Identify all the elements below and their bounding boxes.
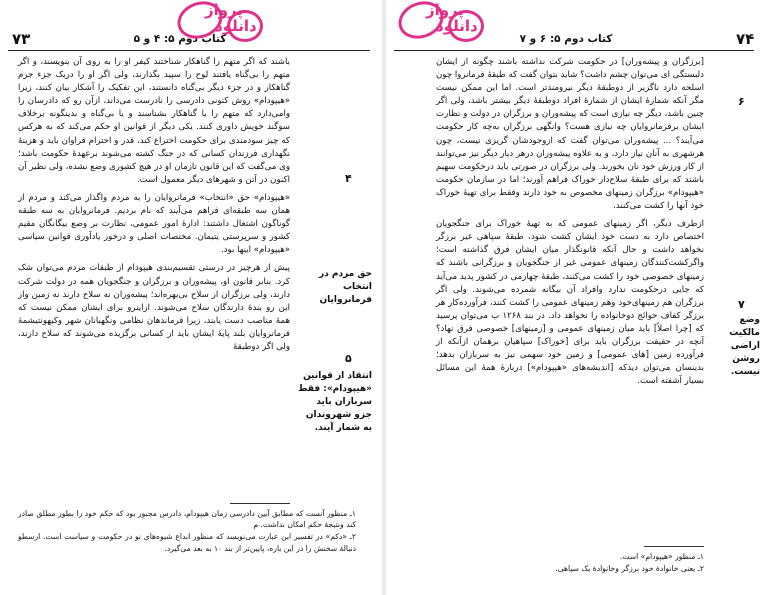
paragraph: «هیپودام» حق «انتخاب» فرمانروایان را به مردم واگذار می‌کند و مردم از همان سه طبقه‌ای فراهم می‌آیند که نام بردیم. فرمانروایان به سه طبقه گوناگون اشتغال داشتند: ادارهٔ امور عمومی، نظارت بر وضع بیگانگان مقیم کشور و سرپرستی یتیمان. مختصات اصلی و درخور یادآوری قوانین سیاسی «هیپودام» اینها بود. <box>18 192 290 256</box>
logo-line2: دانلود <box>215 17 257 35</box>
section-number: ۷ <box>738 298 745 311</box>
footnote: ۱ـ منظور «هیپودام» است. <box>619 552 704 561</box>
header-rule <box>8 50 370 51</box>
footnotes <box>18 508 356 555</box>
footnote-rule <box>230 503 290 504</box>
left-page <box>0 0 382 595</box>
margin-note: انتقاد از قوانین «هیپودام»: فقط سربازان باید جزو شهروندان به شمار آیند. <box>298 371 372 433</box>
paragraph: ازطرف دیگر، اگر زمینهای عمومی که به تهیهٔ خوراک برای جنگجویان اختصاص دارد به دست خود ایشان کشت شود، طبقهٔ سپاهی غیر برزگر نخواهد داشت و حال آنکه قانونگذار میان ایشان فرق گذاشته است؛ واگرکشت‌کنندگان زمینهای عمومی غیر از جنگجویان و برزگرانی باشند که زمینهای خصوصی خود را کشت می‌کنند، طبقهٔ چهارمی در کشور پدید می‌آید که جایی درحکومت ندارد وافراد آن بیگانه شمرده می‌شوند. ولی اگر برزگران هم زمینهای‌خود وهم زمینهای عمومی را کشت کنند، فرآورده‌کار هر برزگر کفاف حوائج دوخانواده را نخواهد داد. در بند ۱۲۶۸ ب می‌توان پرسید که [چرا اصلاً] باید میان زمینهای عمومی و [زمینهای] خصوصی فرق نهاد؟ آنچه در حقیقت برزگران باید برای [خوراک] سپاهیان برهمان ازآنکه از فرآورده زمین [های عمومی] و زمین خود سهمی نیز به سربازان بدهد؛ بدینسان می‌توان دیدکه [اندیشه‌های «هیپودام»] دربارهٔ همهٔ این مسائل بسیار آشفته است. <box>436 219 704 387</box>
footnote: ۲ـ «دکم» در تفسیر این عبارت می‌نویسد که منظور ابداع شیوه‌های نو در حکومت و سیاست است. ارسطو دنبالهٔ سخنش را در این باره، پایین‌تر از بند ۱۰ به بعد می‌گیرد. <box>18 532 356 553</box>
section-number: ۶ <box>738 95 745 108</box>
running-header: کتاب دوم ۵: ۶ و ۷ <box>519 33 613 45</box>
paragraph: [برزگران و پیشه‌وران] در حکومت شرکت نداشته باشند چگونه از ایشان دلبستگی ای می‌توان چشم داشت؟ شاید بتوان گفت که طبقهٔ فرمانروا چون اسلحه دارد ناگزیر از دوطبقهٔ دیگر نیرومندتر است. اما این ممکن نیست مگر آنکه شمارهٔ ایشان از شمارهٔ افراد دوطبقهٔ دیگر بیشتر باشد، ولی اگر چنین باشد، دیگر چه نیازی است که پیشه‌وران و برزگران در دولت و نظارت ایشان برفرمانروایان چه نیازی هست؟ وانگهی برزگران به‌چه کار حکومت می‌آیند؟ ... پیشه‌وران می‌توان گفت که ازوجودشان گریزی نیست، چون هرشهری به آنان نیاز دارد، و به علاوه پیشه‌وران درهر دیار دیگر نیز می‌توانند از کار ورزش خود نان بخورند. ولی برزگران در صورتی باید درحکومت سهیم باشند که برای طبقهٔ سلاح‌دار خوراک فراهم آورند؛ اما در سازمان حکومت «هیپودام» برزگران زمینهای مخصوص به خود دارند وفقط برای تهیهٔ خوراک خود آنها را کشت می‌کنند. <box>436 57 704 212</box>
header-rule <box>394 50 754 51</box>
paragraph: پیش از هرچیز در درستی تقسیم‌بندی هیپودام از طبقات مردم می‌توان شک کرد. بنابر قانون او، پیشه‌وران و برزگران و جنگجویان همه در دولت شرکت دارند، ولی برزگران از سلاح بی‌بهره‌اند؛ پیشه‌وران نه سلاح دارند نه زمین واز این رو بندهٔ دارندگان سلاح می‌شوند. ازاینرو برای ایشان ممکن نیست که همهٔ مناصب دست یابند، زیرا فرماندهان نظامی ونگهبانان شهر وکیهونتیشمهٔ فرمانروایان بلند پایهٔ ایشان باید از کسانی برگزیده می‌شوند که سلاح دارند، ولی اگر دوطبقهٔ <box>18 263 290 352</box>
logo-line1: پرواز <box>426 1 465 19</box>
section-number: ۴ <box>345 172 352 185</box>
footnote: ۲ـ یعنی خانوادهٔ خود برزگر وخانوادهٔ یک سپاهی. <box>555 564 704 574</box>
page-number: ۷۳ <box>12 30 31 48</box>
page-number: ۷۴ <box>736 30 755 48</box>
watermark-logo <box>175 0 285 44</box>
margin-note: وضع مالکیت اراضی روشن نیست. <box>729 315 760 377</box>
running-header: کتاب دوم ۵: ۴ و ۵ <box>133 33 227 45</box>
footnote: ۱ـ منظور آنست که مطابق آیین دادرسی زمان هیپودام، دادرس مجبور بود که حکم خود را بطور مطلق صادر کند ونتیجهٔ حکم امکان نداشت. م <box>18 509 356 530</box>
body-text <box>18 56 290 359</box>
section-number: ۵ <box>345 352 352 365</box>
paragraph: باشند که اگر متهم را گناهکار شناختند کیفر او را به روی آن بنویسند، و اگر متهم را بی‌گناه یافتند لوح را سپید بگذارند، ولی اگر او را دریک جزء جرم گناهکار و در جزء دیگر بی‌گناه دانستند، این تفکیک را آشکار بیان کنند، زیرا «هیپودام» روش کنونی دادرسی را نادرست می‌داند، ازآن رو که دادرسان را وامی‌دارد که متهم را یا گناهکار بشناسند و یا بی‌گناه و بدینگونه برخلاف سوگند خویش داوری کنند. یکی دیگر از قوانین او حکم می‌کند که به هرکس که چیز سودمندی برای حکومت اختراع کند، قدر و احترام فراوان باید و هزینهٔ نگهداری فرزندان کسانی که در جنگ کشته می‌شوند برعهدهٔ حکومت باشد؛ وی می‌گفت که این قانون تازمان او در هیچ کشوری وضع نشده، ولی نظیر آن اکنون در آتن و شهرهای دیگر معمول است. <box>18 57 290 185</box>
margin-note: حق مردم در انتخاب فرمانروایان <box>318 269 372 305</box>
body-text <box>436 56 704 393</box>
footnotes <box>436 551 704 575</box>
watermark-logo <box>396 0 506 44</box>
logo-line1: پرواز <box>205 1 244 19</box>
footnote-rule <box>644 546 704 547</box>
logo-line2: دانلود <box>436 17 478 35</box>
right-page <box>386 0 768 595</box>
